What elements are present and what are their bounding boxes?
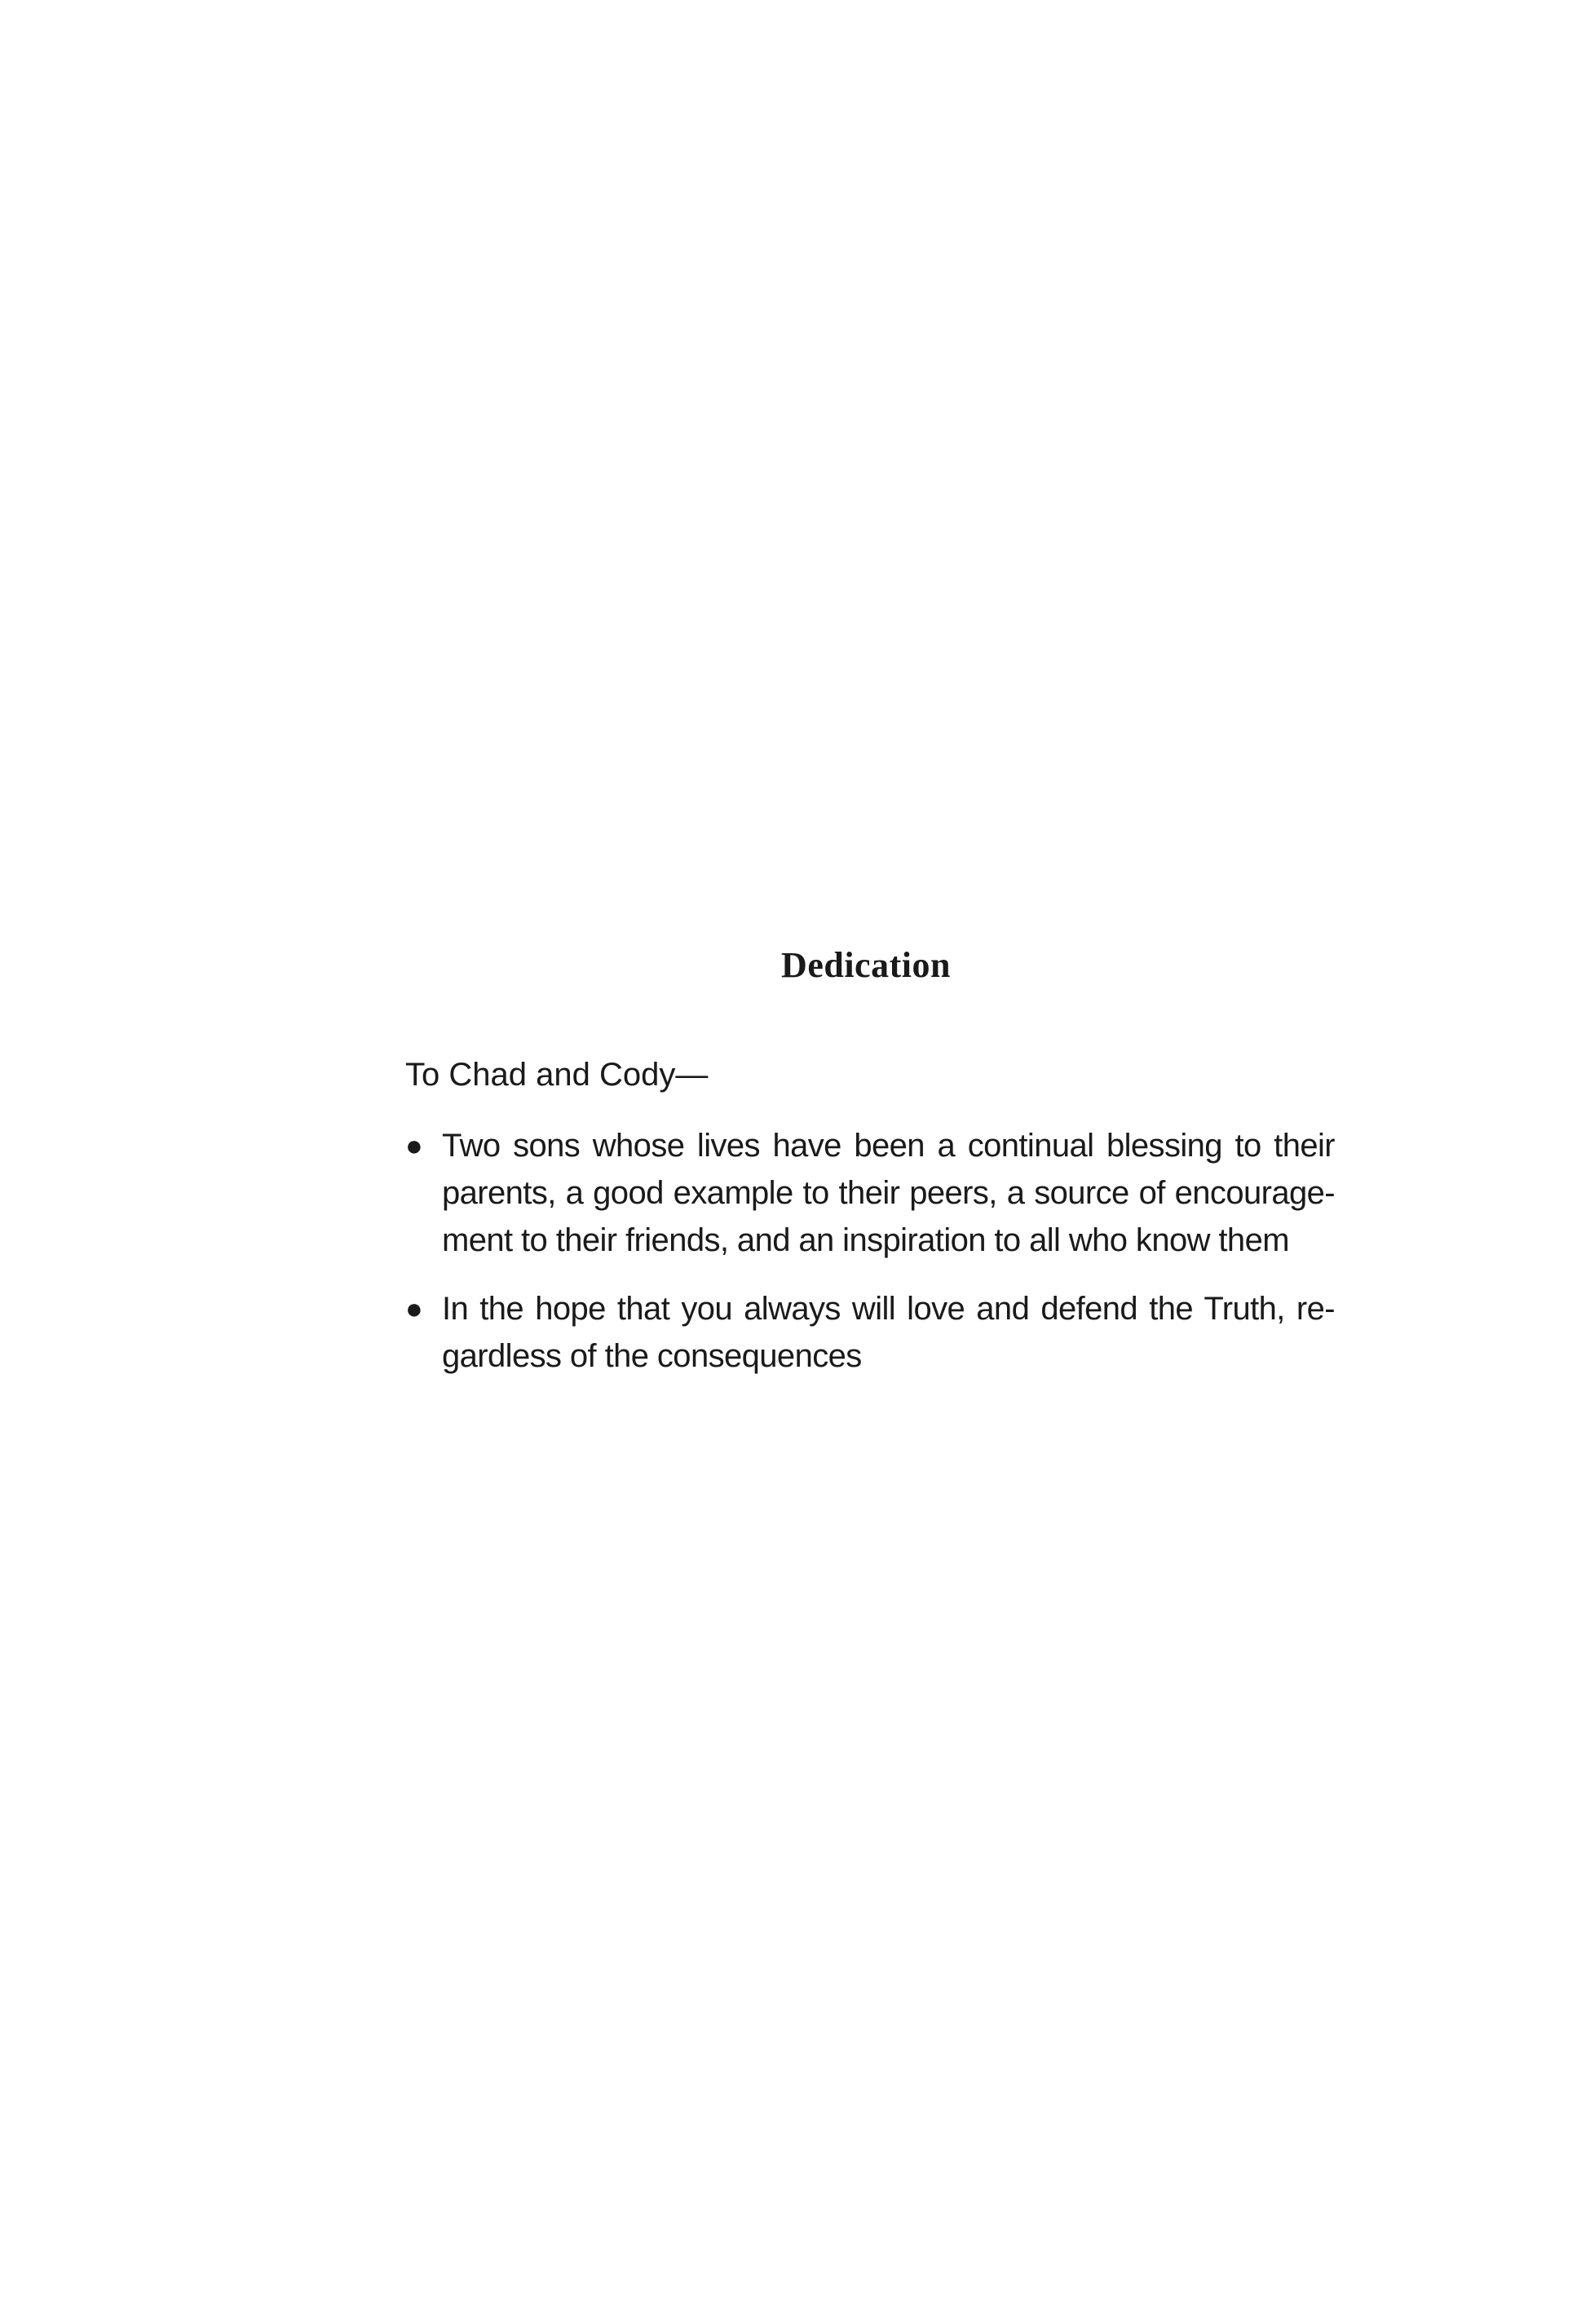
page-title: Dedication xyxy=(781,945,951,985)
list-item-line: In the hope that you always will love and defend the Truth, re- xyxy=(442,1291,1335,1327)
list-item-line: gardless of the consequences xyxy=(442,1338,862,1374)
list-item-line: Two sons whose lives have been a continual blessing to their xyxy=(442,1128,1335,1164)
dedication-list xyxy=(405,1122,1335,1401)
list-item xyxy=(405,1285,1335,1380)
bullet-icon: ● xyxy=(405,1292,423,1325)
list-item-line: parents, a good example to their peers, a source of encourage- xyxy=(442,1175,1335,1211)
list-item xyxy=(405,1122,1335,1264)
dedication-salutation: To Chad and Cody— xyxy=(405,1057,709,1093)
list-item-line: ment to their friends, and an inspiration to all who know them xyxy=(442,1222,1289,1258)
bullet-icon: ● xyxy=(405,1129,423,1162)
